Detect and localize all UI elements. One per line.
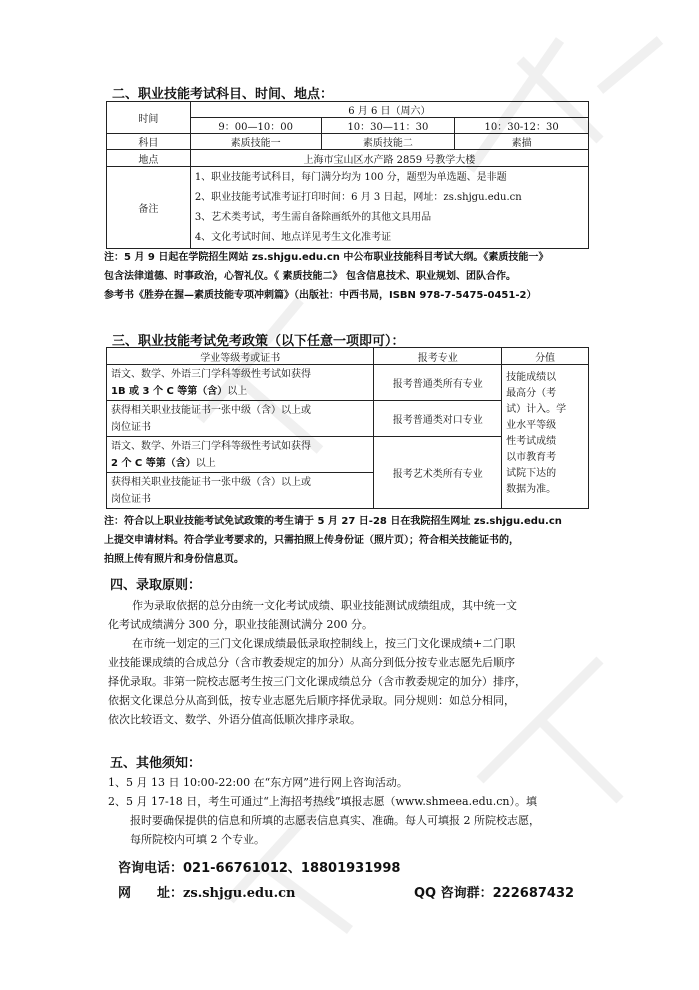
para-line: 业技能课成绩的合成总分（含市教委规定的加分）从高分到低分按专业志愿先后顺序 — [108, 656, 515, 669]
condition-bold: 1B 或 3 个 C 等第（含） — [111, 385, 228, 397]
condition-cell — [107, 437, 374, 473]
condition-text — [111, 383, 369, 400]
remark-line: 2、职业技能考试准考证打印时间：6 月 3 日起，网址：zs.shjgu.edu.cn — [194, 191, 522, 203]
condition-cell — [107, 365, 374, 401]
score-line: 试）计入。学 — [506, 404, 567, 415]
remark-label: 备注 — [107, 167, 191, 249]
exam-schedule-table — [106, 101, 589, 249]
qq-label: QQ 咨询群： — [414, 886, 493, 901]
condition-rest: 以上 — [227, 385, 248, 397]
time-label: 时间 — [107, 102, 191, 134]
para-line: 每所院校内可填 2 个专业。 — [130, 833, 265, 846]
condition-bold: 2 个 C 等第（含） — [111, 457, 196, 469]
time-slot: 9：00—10：00 — [190, 118, 321, 134]
contact-web — [118, 882, 296, 901]
section4-heading: 四、录取原则： — [110, 578, 202, 593]
para-line: 依据文化课总分从高到低，按专业志愿先后顺序择优录取。同分规则：如总分相同， — [108, 694, 515, 707]
condition-cell — [107, 401, 374, 437]
subject-label: 科目 — [107, 134, 191, 150]
time-slot: 10：30-12：30 — [455, 118, 589, 134]
subject: 素描 — [455, 134, 589, 150]
admission-principles — [108, 596, 608, 729]
major-cell: 报考普通类对口专业 — [374, 401, 502, 437]
other-notes — [108, 773, 608, 849]
note-line: 参考书《胜券在握—素质技能专项冲刺篇》（出版社：中西书局，ISBN 978-7-5475-0451-2） — [104, 290, 537, 301]
contact-qq — [414, 882, 574, 901]
remarks-cell — [190, 167, 588, 249]
condition-text: 岗位证书 — [111, 493, 151, 505]
para-line: 2、5 月 17-18 日，考生可通过“上海招考热线”填报志愿（www.shmeea.edu.cn）。填 — [108, 795, 537, 808]
section3-heading: 三、职业技能考试免考政策（以下任意一项即可）： — [112, 334, 405, 349]
para-line: 报时要确保提供的信息和所填的志愿表信息真实、准确。每人可填报 2 所院校志愿， — [130, 814, 540, 827]
para-line: 1、5 月 13 日 10:00-22:00 在“东方网”进行网上咨询活动。 — [108, 776, 408, 789]
web-value: zs.shjgu.edu.cn — [183, 886, 296, 901]
subject: 素质技能一 — [190, 134, 321, 150]
exam-date: 6 月 6 日（周六） — [190, 102, 588, 118]
score-line: 数据为准。 — [506, 484, 557, 495]
para-line: 作为录取依据的总分由统一文化考试成绩、职业技能测试成绩组成，其中统一文 — [132, 599, 517, 612]
score-line: 以市教育考 — [506, 452, 557, 463]
col-header: 分值 — [502, 348, 589, 365]
remark-line: 4、文化考试时间、地点详见考生文化准考证 — [194, 231, 392, 243]
score-line: 技能成绩以 — [506, 372, 557, 383]
condition-text: 获得相关职业技能证书一张中级（含）以上或 — [111, 404, 311, 416]
note-line: 注：符合以上职业技能考试免试政策的考生请于 5 月 27 日-28 日在我院招生网址 zs.shjgu.edu.cn — [104, 516, 562, 527]
section2-heading: 二、职业技能考试科目、时间、地点： — [112, 87, 334, 102]
condition-text: 岗位证书 — [111, 421, 151, 433]
qq-value: 222687432 — [492, 886, 575, 901]
note-line: 包含法律道德、时事政治，心智礼仪。《 素质技能二》 包含信息技术、职业规划、团队合作。 — [104, 271, 516, 282]
section2-note — [104, 248, 604, 305]
para-line: 在市统一划定的三门文化课成绩最低录取控制线上，按三门文化课成绩+二门职 — [132, 637, 516, 650]
para-line: 择优录取。非第一院校志愿考生按三门文化课成绩总分（含市教委规定的加分）排序， — [108, 675, 526, 688]
condition-text: 语文、数学、外语三门学科等级性考试如获得 — [111, 368, 311, 380]
col-header: 学业等级考或证书 — [107, 348, 374, 365]
score-line: 最高分（考 — [506, 388, 557, 399]
para-line: 依次比较语文、数学、外语分值高低顺次排序录取。 — [108, 713, 361, 726]
major-cell: 报考艺术类所有专业 — [374, 437, 502, 509]
para-line: 化考试成绩满分 300 分，职业技能测试满分 200 分。 — [108, 618, 373, 631]
remark-line: 1、职业技能考试科目，每门满分均为 100 分，题型为单选题、是非题 — [194, 171, 507, 183]
section3-note — [104, 512, 604, 569]
web-label: 网 址： — [118, 886, 184, 901]
section5-heading: 五、其他须知： — [110, 756, 202, 771]
major-cell: 报考普通类所有专业 — [374, 365, 502, 401]
score-line: 业水平等级 — [506, 420, 557, 431]
time-slot: 10：30—11：30 — [321, 118, 455, 134]
score-line: 性考试成绩 — [506, 436, 557, 447]
note-line: 注：5 月 9 日起在学院招生网站 zs.shjgu.edu.cn 中公布职业技能科目考试大纲。《素质技能一》 — [104, 252, 549, 263]
note-line: 上提交申请材料。符合学业考要求的，只需拍照上传身份证（照片页）；符合相关技能证书的， — [104, 535, 519, 546]
contact-phone — [118, 857, 400, 876]
condition-text: 获得相关职业技能证书一张中级（含）以上或 — [111, 476, 311, 488]
phone-value: 021-66761012、18801931998 — [183, 861, 401, 876]
condition-rest: 以上 — [195, 457, 216, 469]
condition-text: 语文、数学、外语三门学科等级性考试如获得 — [111, 440, 311, 452]
condition-cell — [107, 473, 374, 509]
remark-line: 3、艺术类考试，考生需自备除画纸外的其他文具用品 — [194, 211, 432, 223]
col-header: 报考专业 — [374, 348, 502, 365]
place-label: 地点 — [107, 150, 191, 167]
score-line: 试院下达的 — [506, 468, 557, 479]
note-line: 拍照上传有照片和身份信息页。 — [104, 554, 244, 565]
exam-place: 上海市宝山区水产路 2859 号教学大楼 — [190, 150, 588, 167]
subject: 素质技能二 — [321, 134, 455, 150]
condition-text — [111, 455, 369, 472]
phone-label: 咨询电话： — [118, 861, 184, 876]
exemption-table — [106, 347, 589, 509]
score-cell — [502, 365, 589, 509]
